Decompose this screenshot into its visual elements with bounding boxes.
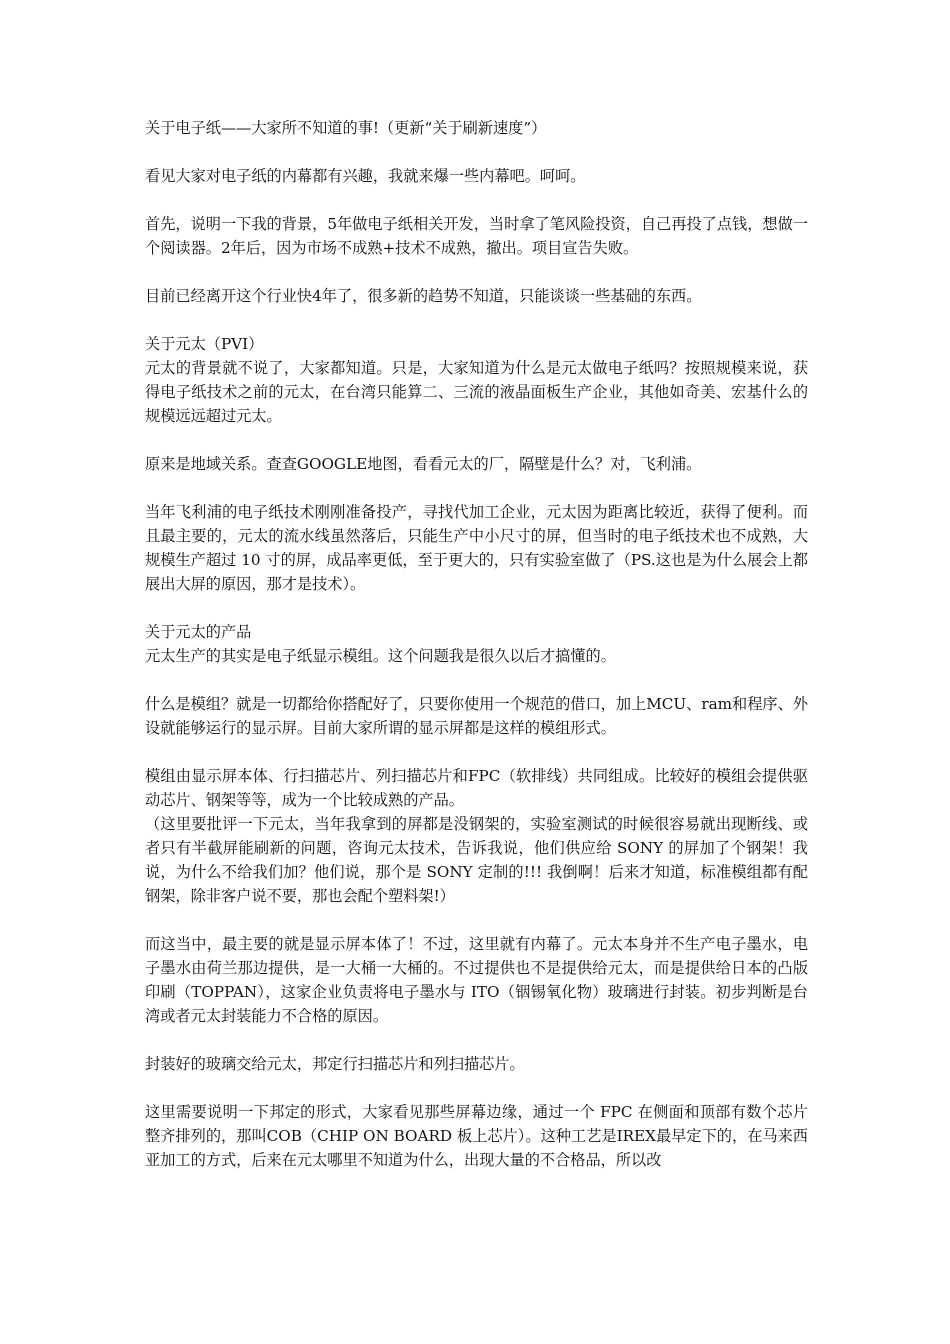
section-heading-pvi: 关于元太（PVI） [145, 335, 264, 353]
paragraph-bonding: 封装好的玻璃交给元太，邦定行扫描芯片和列扫描芯片。 [145, 1055, 525, 1073]
paragraph-philips: 当年飞利浦的电子纸技术刚刚准备投产，寻找代加工企业，元太因为距离比较近，获得了便利。而且最主要的，元太的流水线虽然落后，只能生产中小尺寸的屏，但当时的电子纸技术也不成熟，大规模生产超过 10 寸的屏，成品率更低，至于更大的，只有实验室做了（PS.这也是为什么展会上都展出大屏的原因，那才是技术）。 [145, 503, 808, 593]
document-body [145, 116, 808, 1172]
paragraph-critique: （这里要批评一下元太，当年我拿到的屏都是没钢架的，实验室测试的时候很容易就出现断线、或者只有半截屏能刷新的问题，咨询元太技术，告诉我说，他们供应给 SONY 的屏加了个钢架！我说，为什么不给我们加？他们说，那个是 SONY 定制的!!! 我倒啊！后来才知道，标准模组都有配钢架，除非客户说不要，那也会配个塑料架!） [145, 815, 808, 905]
paragraph-module-definition: 什么是模组？就是一切都给你搭配好了，只要你使用一个规范的借口，加上MCU、ram和程序、外设就能够运行的显示屏。目前大家所谓的显示屏都是这样的模组形式。 [145, 695, 808, 737]
paragraph-ink: 而这当中，最主要的就是显示屏本体了！不过，这里就有内幕了。元太本身并不生产电子墨水，电子墨水由荷兰那边提供，是一大桶一大桶的。不过提供也不是提供给元太，而是提供给日本的凸版印刷（TOPPAN），这家企业负责将电子墨水与 ITO（铟锡氧化物）玻璃进行封装。初步判断是台湾或者元太封装能力不合格的原因。 [145, 935, 808, 1025]
paragraph-cob: 这里需要说明一下邦定的形式，大家看见那些屏幕边缘，通过一个 FPC 在侧面和顶部有数个芯片整齐排列的，那叫COB（CHIP ON BOARD 板上芯片）。这种工艺是IREX最早定下的，在马来西亚加工的方式，后来在元太哪里不知道为什么，出现大量的不合格品，所以改 [145, 1103, 808, 1169]
section-heading-products: 关于元太的产品 [145, 623, 252, 641]
paragraph-geography: 原来是地域关系。查查GOOGLE地图，看看元太的厂，隔壁是什么？对，飞利浦。 [145, 455, 702, 473]
paragraph-module-parts: 模组由显示屏本体、行扫描芯片、列扫描芯片和FPC（软排线）共同组成。比较好的模组会提供驱动芯片、钢架等等，成为一个比较成熟的产品。 [145, 767, 808, 809]
paragraph-products: 元太生产的其实是电子纸显示模组。这个问题我是很久以后才搞懂的。 [145, 647, 616, 665]
paragraph-intro: 看见大家对电子纸的内幕都有兴趣，我就来爆一些内幕吧。呵呵。 [145, 167, 586, 185]
paragraph-left-industry: 目前已经离开这个行业快4年了，很多新的趋势不知道，只能谈谈一些基础的东西。 [145, 287, 702, 305]
paragraph-background: 首先，说明一下我的背景，5年做电子纸相关开发，当时拿了笔风险投资，自己再投了点钱，想做一个阅读器。2年后，因为市场不成熟+技术不成熟，撤出。项目宣告失败。 [145, 215, 808, 257]
document-title: 关于电子纸——大家所不知道的事!（更新“关于刷新速度”） [145, 119, 547, 137]
paragraph-pvi-background: 元太的背景就不说了，大家都知道。只是，大家知道为什么是元太做电子纸吗？按照规模来说，获得电子纸技术之前的元太，在台湾只能算二、三流的液晶面板生产企业，其他如奇美、宏基什么的规模远远超过元太。 [145, 359, 808, 425]
